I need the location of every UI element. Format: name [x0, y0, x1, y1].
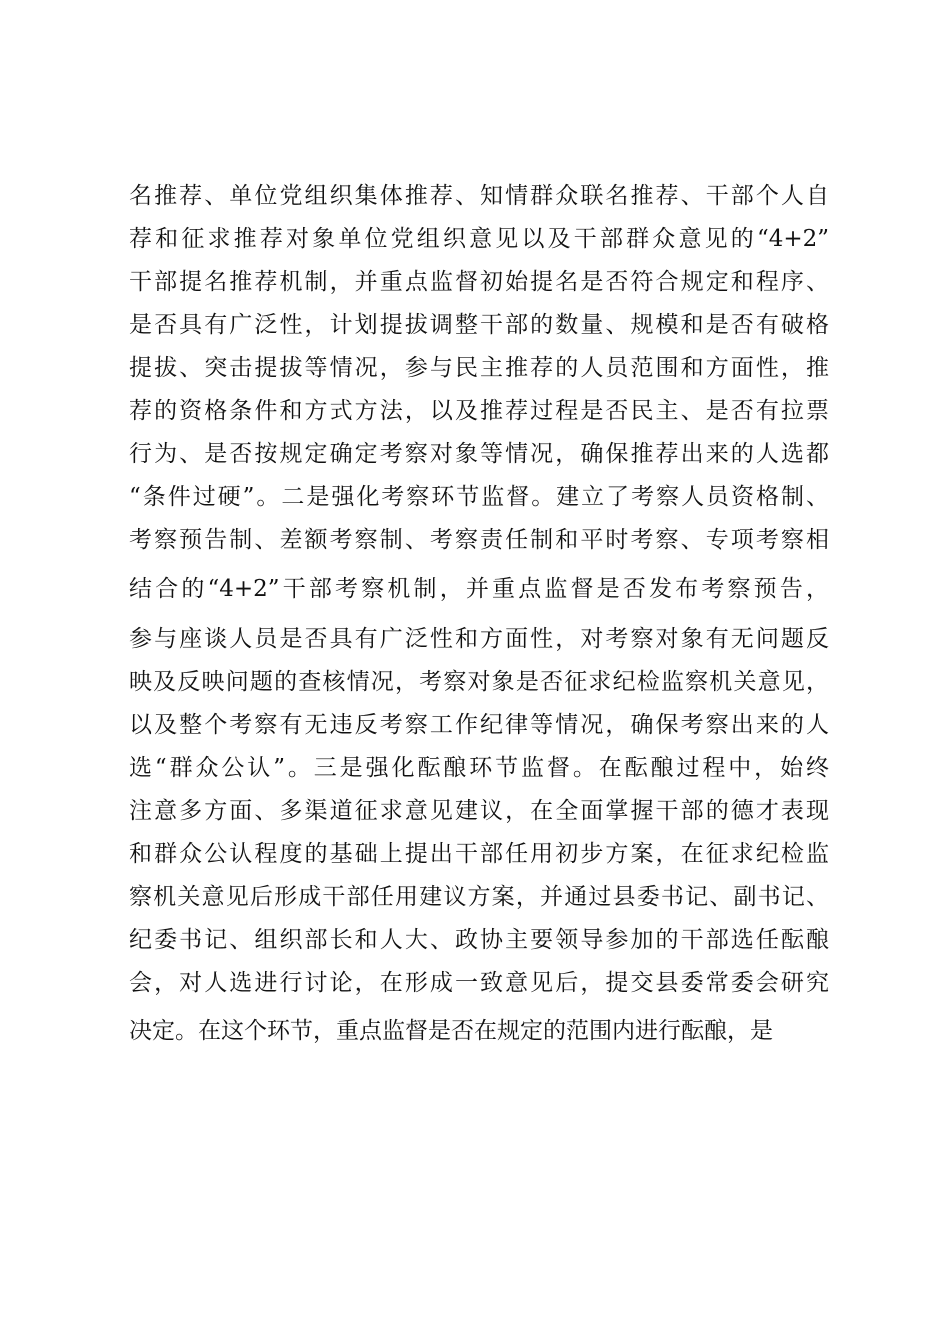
- text-line: 名推荐、单位党组织集体推荐、知情群众联名推荐、干部个人自: [129, 183, 829, 209]
- text-line: 察机关意见后形成干部任用建议方案，并通过县委书记、副书记、: [129, 884, 829, 910]
- text-line: 以及整个考察有无违反考察工作纪律等情况，确保考察出来的人: [129, 712, 829, 738]
- text-line: 决定。在这个环节，重点监督是否在规定的范围内进行酝酿，是: [129, 1018, 773, 1044]
- text-line: 纪委书记、组织部长和人大、政协主要领导参加的干部选任酝酿: [129, 927, 829, 953]
- text-line: 提拔、突击提拔等情况，参与民主推荐的人员范围和方面性，推: [129, 355, 829, 381]
- text-line: 荐的资格条件和方式方法，以及推荐过程是否民主、是否有拉票: [129, 398, 829, 424]
- text-line: 映及反映问题的查核情况，考察对象是否征求纪检监察机关意见，: [129, 669, 829, 695]
- text-line: 会，对人选进行讨论，在形成一致意见后，提交县委常委会研究: [129, 970, 829, 996]
- text-line: 结合的“4+2”干部考察机制，并重点监督是否发布考察预告，: [129, 576, 829, 602]
- text-line: 是否具有广泛性，计划提拔调整干部的数量、规模和是否有破格: [129, 312, 829, 338]
- text-line: 参与座谈人员是否具有广泛性和方面性，对考察对象有无问题反: [129, 626, 829, 652]
- text-line: 考察预告制、差额考察制、考察责任制和平时考察、专项考察相: [129, 527, 829, 553]
- text-line: 干部提名推荐机制，并重点监督初始提名是否符合规定和程序、: [129, 269, 829, 295]
- text-line: “条件过硬”。二是强化考察环节监督。建立了考察人员资格制、: [129, 484, 829, 510]
- text-line: 选“群众公认”。三是强化酝酿环节监督。在酝酿过程中，始终: [129, 755, 829, 781]
- text-line: 荐和征求推荐对象单位党组织意见以及干部群众意见的“4+2”: [129, 226, 829, 252]
- text-line: 注意多方面、多渠道征求意见建议，在全面掌握干部的德才表现: [129, 798, 829, 824]
- text-line: 和群众公认程度的基础上提出干部任用初步方案，在征求纪检监: [129, 841, 829, 867]
- text-line: 行为、是否按规定确定考察对象等情况，确保推荐出来的人选都: [129, 441, 829, 467]
